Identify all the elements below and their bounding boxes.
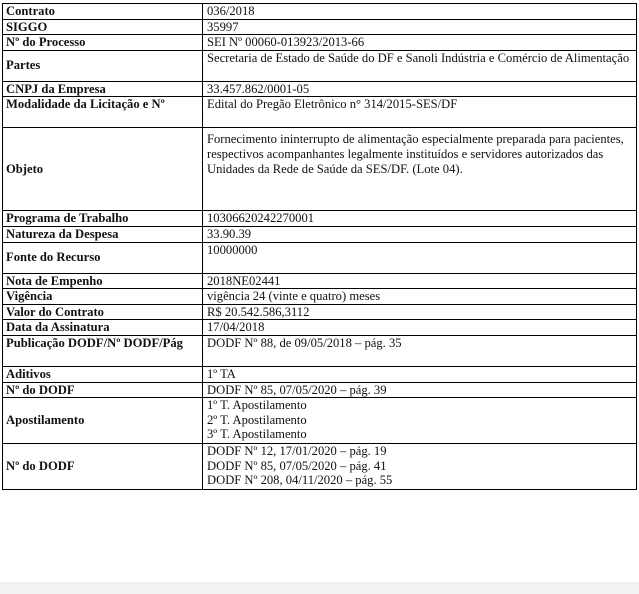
row-value: Fornecimento ininterrupto de alimentação especialmente preparada para pacientes, respectivos acompanhantes legalmente instituídos e servidores autorizados das Unidades da Rede de Saúde da SES/DF. (Lote 04). [203, 128, 637, 211]
row-value: 35997 [203, 19, 637, 35]
list-item: DODF Nº 208, 04/11/2020 – pág. 55 [207, 473, 393, 488]
list-item: DODF Nº 12, 17/01/2020 – pág. 19 [207, 444, 387, 459]
row-label: Data da Assinatura [3, 320, 203, 336]
table-row [3, 19, 637, 35]
table-row [3, 4, 637, 20]
row-label: SIGGO [3, 19, 203, 35]
row-label: Natureza da Despesa [3, 226, 203, 242]
table-row [3, 242, 637, 273]
row-value: DODF Nº 88, de 09/05/2018 – pág. 35 [203, 335, 637, 366]
table-row [3, 320, 637, 336]
row-label: Objeto [3, 128, 203, 211]
row-label: Publicação DODF/Nº DODF/Pág [3, 335, 203, 366]
row-value: 10306620242270001 [203, 211, 637, 227]
row-value: 036/2018 [203, 4, 637, 20]
row-label: Nota de Empenho [3, 273, 203, 289]
row-label: Vigência [3, 289, 203, 305]
table-row [3, 304, 637, 320]
row-label: Fonte do Recurso [3, 242, 203, 273]
list-item: 3º T. Apostilamento [207, 427, 307, 442]
row-value [203, 398, 637, 444]
row-value: vigência 24 (vinte e quatro) meses [203, 289, 637, 305]
row-label: Aditivos [3, 366, 203, 382]
table-row [3, 289, 637, 305]
table-row [3, 273, 637, 289]
list-item: DODF Nº 85, 07/05/2020 – pág. 41 [207, 458, 387, 473]
row-value: 33.457.862/0001-05 [203, 81, 637, 97]
table-row [3, 128, 637, 211]
table-row [3, 444, 637, 490]
list-item: 1º T. Apostilamento [207, 398, 307, 413]
table-row [3, 366, 637, 382]
page-bottom-strip [0, 582, 639, 594]
table-row [3, 335, 637, 366]
row-label: Programa de Trabalho [3, 211, 203, 227]
table-row [3, 81, 637, 97]
row-value: 17/04/2018 [203, 320, 637, 336]
row-label: Modalidade da Licitação e Nº [3, 97, 203, 128]
table-row [3, 382, 637, 398]
row-label: Apostilamento [3, 398, 203, 444]
row-value: Edital do Pregão Eletrônico n° 314/2015-SES/DF [203, 97, 637, 128]
row-label: Nº do DODF [3, 444, 203, 490]
row-value: R$ 20.542.586,3112 [203, 304, 637, 320]
row-value: SEI Nº 00060-013923/2013-66 [203, 35, 637, 51]
list-item: 2º T. Apostilamento [207, 412, 307, 427]
row-label: Valor do Contrato [3, 304, 203, 320]
row-value: Secretaria de Estado de Saúde do DF e Sanoli Indústria e Comércio de Alimentação [203, 50, 637, 81]
table-row [3, 398, 637, 444]
table-row [3, 50, 637, 81]
row-value: 10000000 [203, 242, 637, 273]
row-label: CNPJ da Empresa [3, 81, 203, 97]
row-value [203, 444, 637, 490]
table-row [3, 226, 637, 242]
row-label: Nº do DODF [3, 382, 203, 398]
table-row [3, 97, 637, 128]
table-row [3, 35, 637, 51]
row-value: 2018NE02441 [203, 273, 637, 289]
contract-summary-table [2, 3, 637, 490]
row-value: 1º TA [203, 366, 637, 382]
row-label: Nº do Processo [3, 35, 203, 51]
row-label: Partes [3, 50, 203, 81]
table-row [3, 211, 637, 227]
row-label: Contrato [3, 4, 203, 20]
row-value: DODF Nº 85, 07/05/2020 – pág. 39 [203, 382, 637, 398]
row-value: 33.90.39 [203, 226, 637, 242]
